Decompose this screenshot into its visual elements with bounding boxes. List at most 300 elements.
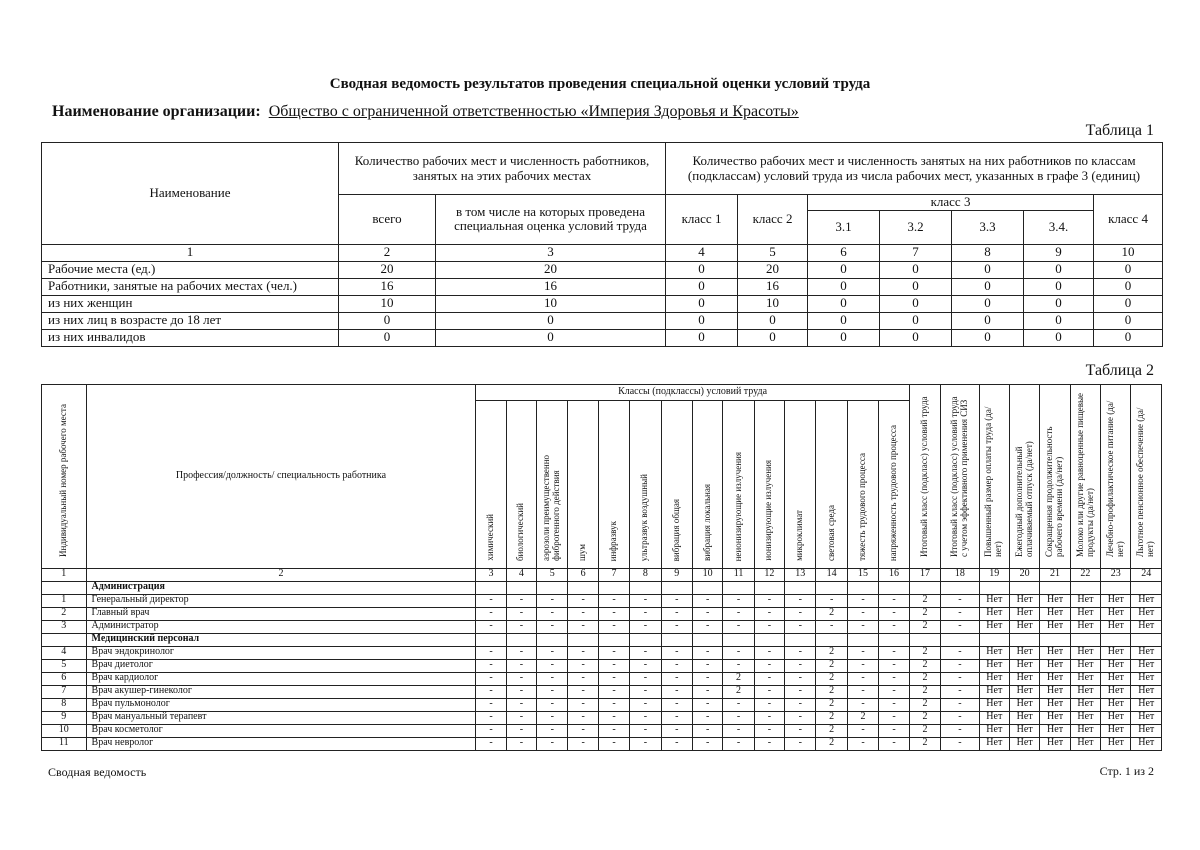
t2-column-numbers (42, 568, 1162, 581)
summary-table-1 (41, 142, 1163, 347)
t2-section-cell (1040, 581, 1070, 594)
t2-section-cell (723, 581, 754, 594)
t2-cell: - (476, 698, 506, 711)
t2-cell: - (692, 594, 722, 607)
t2-cell: - (847, 685, 878, 698)
summary-table-2 (41, 384, 1162, 751)
t2-cell: - (879, 685, 910, 698)
t2-cell: - (476, 711, 506, 724)
t2-col-number: 15 (847, 568, 878, 581)
t2-cell: Нет (1009, 659, 1039, 672)
t2-header-extra-text: Итоговый класс (подкласс) условий труда (919, 396, 929, 557)
t2-row-profession: Врач невролог (86, 737, 476, 750)
t1-header-sub: 3.2 (880, 210, 952, 244)
t2-cell: - (754, 698, 784, 711)
t2-section-cell (661, 581, 692, 594)
t2-section-cell (692, 581, 722, 594)
t2-cell: Нет (1131, 724, 1162, 737)
t2-section-cell (909, 581, 940, 594)
t2-cell: - (785, 711, 816, 724)
t1-cell: 0 (339, 329, 436, 346)
t2-cell: Нет (1009, 620, 1039, 633)
t2-cell: - (476, 646, 506, 659)
t1-cell: 0 (666, 329, 738, 346)
t2-col-number: 16 (879, 568, 910, 581)
t2-cell: - (598, 698, 629, 711)
t2-cell: Нет (979, 607, 1009, 620)
t2-cell: - (785, 594, 816, 607)
t2-header-factor (537, 401, 568, 569)
t2-cell: - (630, 685, 661, 698)
t2-cell: Нет (1101, 724, 1131, 737)
t2-header-factor-text: шум (577, 543, 588, 561)
t2-header-extra (1101, 385, 1131, 569)
t2-section-cell (785, 581, 816, 594)
t2-cell: - (476, 594, 506, 607)
t1-row-label: Рабочие места (ед.) (42, 261, 339, 278)
table-row (42, 312, 1163, 329)
t2-col-number: 12 (754, 568, 784, 581)
t2-row-id: 4 (42, 646, 87, 659)
t1-cell: 0 (738, 329, 808, 346)
t2-cell: - (723, 620, 754, 633)
t2-section-cell (1101, 581, 1131, 594)
t2-row-id: 3 (42, 620, 87, 633)
table-row (42, 261, 1163, 278)
footer-document-name: Сводная ведомость (48, 765, 147, 779)
t2-col-number: 13 (785, 568, 816, 581)
t2-cell: - (847, 724, 878, 737)
t2-cell: - (568, 620, 598, 633)
t2-cell: - (692, 607, 722, 620)
t2-cell: - (785, 724, 816, 737)
t2-cell: Нет (1009, 672, 1039, 685)
t2-header-extra (909, 385, 940, 569)
t2-cell: - (941, 711, 979, 724)
t2-section-id (42, 633, 87, 646)
t2-section-cell (723, 633, 754, 646)
t2-header-id (42, 385, 87, 569)
t2-cell: Нет (1009, 607, 1039, 620)
t1-header-class2: класс 2 (738, 195, 808, 245)
t2-cell: Нет (1070, 620, 1100, 633)
t2-cell: 2 (816, 711, 847, 724)
t2-cell: - (630, 698, 661, 711)
t1-cell: 20 (738, 261, 808, 278)
t2-cell: 2 (816, 672, 847, 685)
table-row (42, 672, 1162, 685)
t2-cell: 2 (816, 698, 847, 711)
t2-row-profession: Врач диетолог (86, 659, 476, 672)
t2-cell: Нет (1009, 646, 1039, 659)
t2-cell: - (506, 711, 536, 724)
t2-row-profession: Врач эндокринолог (86, 646, 476, 659)
t2-cell: - (476, 737, 506, 750)
t2-cell: 2 (723, 685, 754, 698)
t2-section-cell (568, 633, 598, 646)
t1-cell: 0 (666, 261, 738, 278)
t2-header-factor (476, 401, 506, 569)
t2-cell: - (506, 646, 536, 659)
t2-cell: - (879, 607, 910, 620)
t2-section-cell (1131, 581, 1162, 594)
t2-cell: - (630, 737, 661, 750)
t2-cell: - (568, 659, 598, 672)
t2-cell: - (879, 659, 910, 672)
t2-header-extra (979, 385, 1009, 569)
t1-cell: 0 (1024, 312, 1094, 329)
t2-cell: - (879, 594, 910, 607)
t2-cell: - (661, 737, 692, 750)
t2-cell: 2 (847, 711, 878, 724)
t1-column-numbers (42, 244, 1163, 261)
table-row (42, 620, 1162, 633)
t2-cell: Нет (979, 659, 1009, 672)
t1-cell: 0 (666, 278, 738, 295)
t2-cell: - (661, 672, 692, 685)
t2-cell: Нет (1070, 607, 1100, 620)
t2-cell: - (537, 711, 568, 724)
t2-cell: Нет (979, 685, 1009, 698)
t1-row-label: из них женщин (42, 295, 339, 312)
section-row (42, 633, 1162, 646)
t2-header-extra-text: Сокращенная продолжительность рабочего времени (да/нет) (1044, 426, 1065, 557)
t2-cell: - (598, 724, 629, 737)
t1-col-number: 2 (339, 244, 436, 261)
t2-row-profession: Главный врач (86, 607, 476, 620)
t2-row-id: 10 (42, 724, 87, 737)
t2-section-cell (754, 581, 784, 594)
t2-col-number: 1 (42, 568, 87, 581)
t2-cell: 2 (816, 724, 847, 737)
t2-header-extra (1131, 385, 1162, 569)
t2-cell: - (816, 594, 847, 607)
t2-cell: Нет (979, 724, 1009, 737)
t2-cell: - (661, 646, 692, 659)
t2-row-profession: Врач пульмонолог (86, 698, 476, 711)
t2-cell: - (568, 607, 598, 620)
t2-cell: - (476, 659, 506, 672)
t2-cell: - (847, 620, 878, 633)
t2-section-cell (1040, 633, 1070, 646)
t2-cell: - (723, 594, 754, 607)
t2-cell: 2 (723, 672, 754, 685)
t2-cell: - (754, 737, 784, 750)
t2-cell: - (785, 672, 816, 685)
t2-cell: - (661, 659, 692, 672)
t2-header-factor (506, 401, 536, 569)
organization-name: Общество с ограниченной ответственностью «Империя Здоровья и Красоты» (268, 103, 799, 120)
t2-cell: - (879, 646, 910, 659)
footer-page-number: Стр. 1 из 2 (1099, 764, 1154, 778)
table-row (42, 594, 1162, 607)
t2-cell: - (506, 685, 536, 698)
t2-cell: - (476, 607, 506, 620)
t2-cell: Нет (1040, 620, 1070, 633)
t2-cell: Нет (1101, 698, 1131, 711)
t1-col-number: 3 (436, 244, 666, 261)
t2-cell: - (754, 620, 784, 633)
t2-cell: - (941, 737, 979, 750)
t1-cell: 0 (808, 278, 880, 295)
t2-section-cell (692, 633, 722, 646)
t2-header-factor (692, 401, 722, 569)
t1-cell: 0 (1024, 329, 1094, 346)
t2-header-factor (847, 401, 878, 569)
t1-cell: 10 (436, 295, 666, 312)
t2-row-id: 5 (42, 659, 87, 672)
t2-cell: - (754, 724, 784, 737)
t2-cell: - (661, 711, 692, 724)
t2-section-title: Администрация (86, 581, 476, 594)
t2-cell: Нет (979, 672, 1009, 685)
t2-cell: Нет (979, 646, 1009, 659)
t2-section-cell (879, 633, 910, 646)
t2-section-cell (476, 581, 506, 594)
t1-cell: 0 (952, 329, 1024, 346)
t1-header-sub: 3.1 (808, 210, 880, 244)
t2-header-classes: Классы (подклассы) условий труда (476, 385, 909, 401)
t2-cell: - (630, 711, 661, 724)
t2-cell: Нет (1070, 737, 1100, 750)
t2-cell: - (879, 724, 910, 737)
t1-cell: 0 (1094, 295, 1163, 312)
t2-row-id: 1 (42, 594, 87, 607)
t2-cell: Нет (1131, 659, 1162, 672)
t2-cell: - (598, 737, 629, 750)
t2-cell: - (598, 607, 629, 620)
t1-cell: 0 (952, 295, 1024, 312)
table-row (42, 278, 1163, 295)
t2-row-id: 7 (42, 685, 87, 698)
t2-section-cell (909, 633, 940, 646)
t2-cell: - (537, 698, 568, 711)
t2-section-cell (816, 633, 847, 646)
t2-cell: - (630, 646, 661, 659)
t1-cell: 0 (880, 329, 952, 346)
t1-cell: 0 (1094, 278, 1163, 295)
t2-cell: Нет (1070, 685, 1100, 698)
t1-col-number: 1 (42, 244, 339, 261)
t2-cell: - (754, 594, 784, 607)
t2-section-cell (754, 633, 784, 646)
t2-row-profession: Врач акушер-гинеколог (86, 685, 476, 698)
t2-cell: - (537, 607, 568, 620)
t2-section-cell (1101, 633, 1131, 646)
t1-header-total: всего (339, 195, 436, 245)
t1-cell: 0 (952, 312, 1024, 329)
t2-cell: - (537, 646, 568, 659)
t2-col-number: 24 (1131, 568, 1162, 581)
t2-cell: - (630, 659, 661, 672)
t2-cell: - (941, 620, 979, 633)
t2-header-id-text: Индивидуальный номер рабочего места (57, 404, 68, 557)
t1-col-number: 10 (1094, 244, 1163, 261)
t2-cell: - (692, 737, 722, 750)
t2-cell: 2 (816, 737, 847, 750)
t1-cell: 0 (1094, 329, 1163, 346)
t2-header-factor-text: биологический (515, 502, 526, 561)
t2-col-number: 4 (506, 568, 536, 581)
t2-col-number: 3 (476, 568, 506, 581)
t2-header-extra (941, 385, 979, 569)
t2-cell: - (723, 698, 754, 711)
t2-header-extra (1009, 385, 1039, 569)
table-row (42, 685, 1162, 698)
t2-cell: Нет (1101, 672, 1131, 685)
t2-section-cell (506, 633, 536, 646)
t2-cell: - (568, 594, 598, 607)
t2-row-profession: Врач косметолог (86, 724, 476, 737)
t2-section-cell (847, 633, 878, 646)
t2-header-factor-text: напряженность трудового процесса (888, 424, 899, 561)
table-row (42, 711, 1162, 724)
t2-cell: Нет (1131, 698, 1162, 711)
t2-section-cell (1070, 633, 1100, 646)
t2-cell: - (785, 685, 816, 698)
t1-cell: 0 (339, 312, 436, 329)
t2-cell: - (661, 594, 692, 607)
t2-cell: - (476, 672, 506, 685)
t2-cell: - (661, 724, 692, 737)
t2-cell: - (568, 698, 598, 711)
t2-cell: 2 (909, 620, 940, 633)
t2-header-profession: Профессия/должность/ специальность работника (86, 385, 476, 569)
t1-cell: 0 (738, 312, 808, 329)
t2-cell: - (723, 737, 754, 750)
t2-section-cell (598, 633, 629, 646)
t1-cell: 0 (1024, 261, 1094, 278)
t2-section-cell (506, 581, 536, 594)
t2-cell: Нет (1040, 698, 1070, 711)
table-row (42, 329, 1163, 346)
t1-header-class3: класс 3 (808, 195, 1094, 211)
t2-cell: - (723, 659, 754, 672)
table-row (42, 607, 1162, 620)
t2-row-profession: Генеральный директор (86, 594, 476, 607)
t2-cell: - (506, 659, 536, 672)
t2-header-factor (785, 401, 816, 569)
t1-header-count: Количество рабочих мест и численность работников, занятых на этих рабочих местах (339, 143, 666, 195)
t2-col-number: 19 (979, 568, 1009, 581)
t2-cell: 2 (909, 659, 940, 672)
t2-cell: 2 (816, 685, 847, 698)
t1-col-number: 4 (666, 244, 738, 261)
t2-section-cell (1009, 633, 1039, 646)
t2-header-factor-text: вибрация локальная (701, 483, 712, 561)
t1-header-name: Наименование (42, 143, 339, 245)
t2-cell: 2 (909, 646, 940, 659)
t2-header-extra-text: Ежегодный дополнительный оплачиваемый отпуск (да/нет) (1013, 441, 1034, 557)
t2-header-factor-text: инфразвук (608, 520, 619, 561)
t2-cell: 2 (816, 646, 847, 659)
t2-col-number: 5 (537, 568, 568, 581)
t2-cell: Нет (1040, 711, 1070, 724)
t2-cell: - (754, 672, 784, 685)
t2-cell: - (723, 646, 754, 659)
t2-cell: - (847, 698, 878, 711)
t2-section-cell (785, 633, 816, 646)
t2-header-factor (568, 401, 598, 569)
t2-col-number: 11 (723, 568, 754, 581)
t1-cell: 0 (880, 295, 952, 312)
t1-cell: 0 (1024, 295, 1094, 312)
t2-cell: - (723, 711, 754, 724)
t2-cell: Нет (1070, 698, 1100, 711)
t1-row-label: из них инвалидов (42, 329, 339, 346)
t1-cell: 0 (880, 312, 952, 329)
t1-cell: 0 (666, 312, 738, 329)
t2-cell: - (941, 685, 979, 698)
t2-cell: - (630, 594, 661, 607)
t2-cell: - (630, 620, 661, 633)
t2-cell: - (879, 698, 910, 711)
t2-header-extra-text: Льготное пенсионное обеспечение (да/нет) (1135, 407, 1156, 557)
t2-header-factor-text: ионизирующие излучения (763, 460, 774, 561)
t2-cell: Нет (1009, 698, 1039, 711)
t2-cell: - (941, 659, 979, 672)
t2-cell: - (816, 620, 847, 633)
t2-cell: 2 (816, 607, 847, 620)
t2-cell: Нет (1040, 594, 1070, 607)
t2-section-cell (568, 581, 598, 594)
t2-header-factor-text: световая среда (825, 505, 836, 561)
t2-cell: - (661, 685, 692, 698)
t2-cell: Нет (1040, 607, 1070, 620)
t2-header-factor (630, 401, 661, 569)
t2-cell: - (506, 607, 536, 620)
t2-cell: Нет (979, 711, 1009, 724)
t2-cell: - (537, 685, 568, 698)
t2-header-factor (754, 401, 784, 569)
t2-section-cell (1131, 633, 1162, 646)
t2-cell: - (847, 594, 878, 607)
t2-cell: - (941, 724, 979, 737)
t2-cell: Нет (1131, 620, 1162, 633)
t2-cell: Нет (1009, 594, 1039, 607)
t2-header-extra (1040, 385, 1070, 569)
t2-section-title: Медицинский персонал (86, 633, 476, 646)
t1-col-number: 6 (808, 244, 880, 261)
t1-cell: 0 (1024, 278, 1094, 295)
organization-line (52, 103, 799, 121)
t2-cell: 2 (909, 594, 940, 607)
t2-cell: Нет (1070, 646, 1100, 659)
t2-cell: 2 (909, 607, 940, 620)
t1-col-number: 7 (880, 244, 952, 261)
t2-cell: - (537, 620, 568, 633)
t2-header-factor-text: микроклимат (794, 510, 805, 561)
t1-header-class4: класс 4 (1094, 195, 1163, 245)
t1-cell: 10 (339, 295, 436, 312)
t2-cell: - (568, 724, 598, 737)
t2-cell: - (661, 620, 692, 633)
t2-cell: Нет (1070, 724, 1100, 737)
t2-cell: - (879, 672, 910, 685)
t2-cell: - (537, 672, 568, 685)
t2-section-cell (979, 581, 1009, 594)
t2-cell: - (754, 659, 784, 672)
t2-cell: - (537, 659, 568, 672)
t2-cell: Нет (1009, 737, 1039, 750)
t2-header-factor-text: вибрация общая (670, 498, 681, 561)
t2-cell: Нет (1040, 685, 1070, 698)
document-title: Сводная ведомость результатов проведения специальной оценки условий труда (329, 76, 871, 92)
t2-cell: Нет (1131, 594, 1162, 607)
t2-cell: 2 (909, 685, 940, 698)
t2-cell: - (723, 724, 754, 737)
t2-cell: Нет (1131, 607, 1162, 620)
